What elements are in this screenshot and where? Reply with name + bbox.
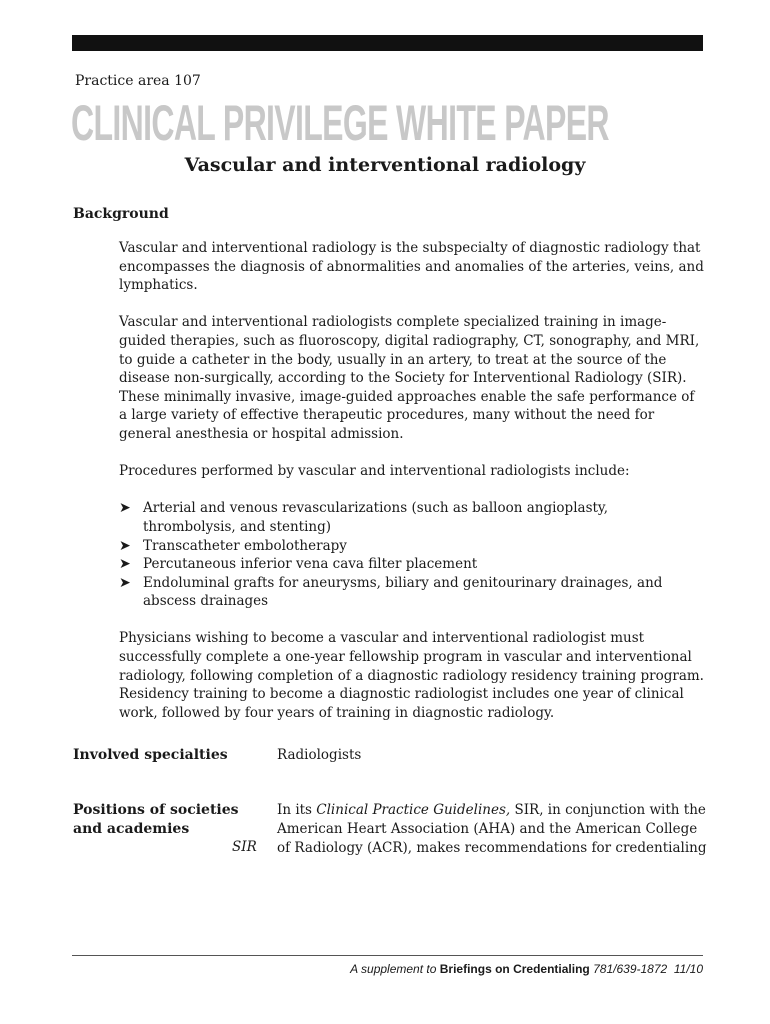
positions-text	[277, 801, 707, 858]
procedures-intro: Procedures performed by vascular and interventional radiologists include:	[119, 463, 630, 480]
arrow-bullet-icon: ➤	[119, 574, 131, 591]
background-section	[119, 239, 704, 741]
background-heading: Background	[73, 206, 169, 222]
arrow-bullet-icon: ➤	[119, 556, 131, 573]
involved-specialties-label: Involved specialties	[73, 747, 228, 763]
page-footer	[350, 962, 703, 976]
footer-phone: 781/639-1872	[593, 962, 668, 976]
positions-label: Positions of societies and academies	[73, 802, 239, 837]
white-paper-title: CLINICAL PRIVILEGE WHITE PAPER	[71, 95, 609, 151]
procedures-list	[119, 499, 704, 611]
footer-publication: Briefings on Credentialing	[439, 962, 590, 976]
guideline-title: Clinical Practice Guidelines,	[316, 802, 511, 818]
arrow-bullet-icon: ➤	[119, 537, 131, 554]
sir-sublabel: SIR	[232, 839, 257, 855]
arrow-bullet-icon: ➤	[119, 500, 131, 517]
practice-area-label: Practice area 107	[75, 73, 201, 89]
list-item	[119, 574, 704, 611]
positions-text-after: SIR, in conjunction with the American Heart Association (AHA) and the American College of Radiology (ACR), makes recommendations for credentialing	[277, 802, 707, 856]
background-paragraph-3: Physicians wishing to become a vascular and interventional radiologist must successfully complete a one-year fellowship program in vascular and interventional radiology, following completion of a diagnostic radiology residency training program. Residency training to become a diagnostic radiologist includes one year of clinical work, followed by four years of training in diagnostic radiology.	[119, 630, 704, 721]
procedure-text: Arterial and venous revascularizations (such as balloon angioplasty, thrombolysis, and stenting)	[143, 500, 609, 535]
background-paragraph-2: Vascular and interventional radiologists complete specialized training in image-guided therapies, such as fluoroscopy, digital radiography, CT, sonography, and MRI, to guide a catheter in the body, usually in an artery, to treat at the source of the disease non-surgically, according to the Society for Interventional Radiology (SIR). These minimally invasive, image-guided approaches enable the safe performance of a large variety of effective therapeutic procedures, many without the need for general anesthesia or hospital admission.	[119, 314, 700, 442]
background-paragraph-1: Vascular and interventional radiology is the subspecialty of diagnostic radiology that encompasses the diagnosis of abnormalities and anomalies of the arteries, veins, and lymphatics.	[119, 240, 704, 294]
document-subtitle: Vascular and interventional radiology	[184, 154, 586, 176]
footer-date: 11/10	[673, 962, 703, 976]
footer-divider	[72, 955, 703, 956]
header-bar	[72, 35, 703, 51]
procedure-text: Transcatheter embolotherapy	[143, 537, 347, 554]
procedure-text: Endoluminal grafts for aneurysms, biliary and genitourinary drainages, and abscess drainages	[143, 574, 663, 610]
list-item	[119, 499, 704, 536]
list-item	[119, 537, 704, 556]
procedure-text: Percutaneous inferior vena cava filter placement	[143, 556, 478, 573]
footer-prefix: A supplement to	[350, 962, 437, 976]
involved-specialties-value: Radiologists	[277, 747, 362, 763]
positions-text-before: In its	[277, 802, 317, 818]
list-item	[119, 555, 704, 574]
